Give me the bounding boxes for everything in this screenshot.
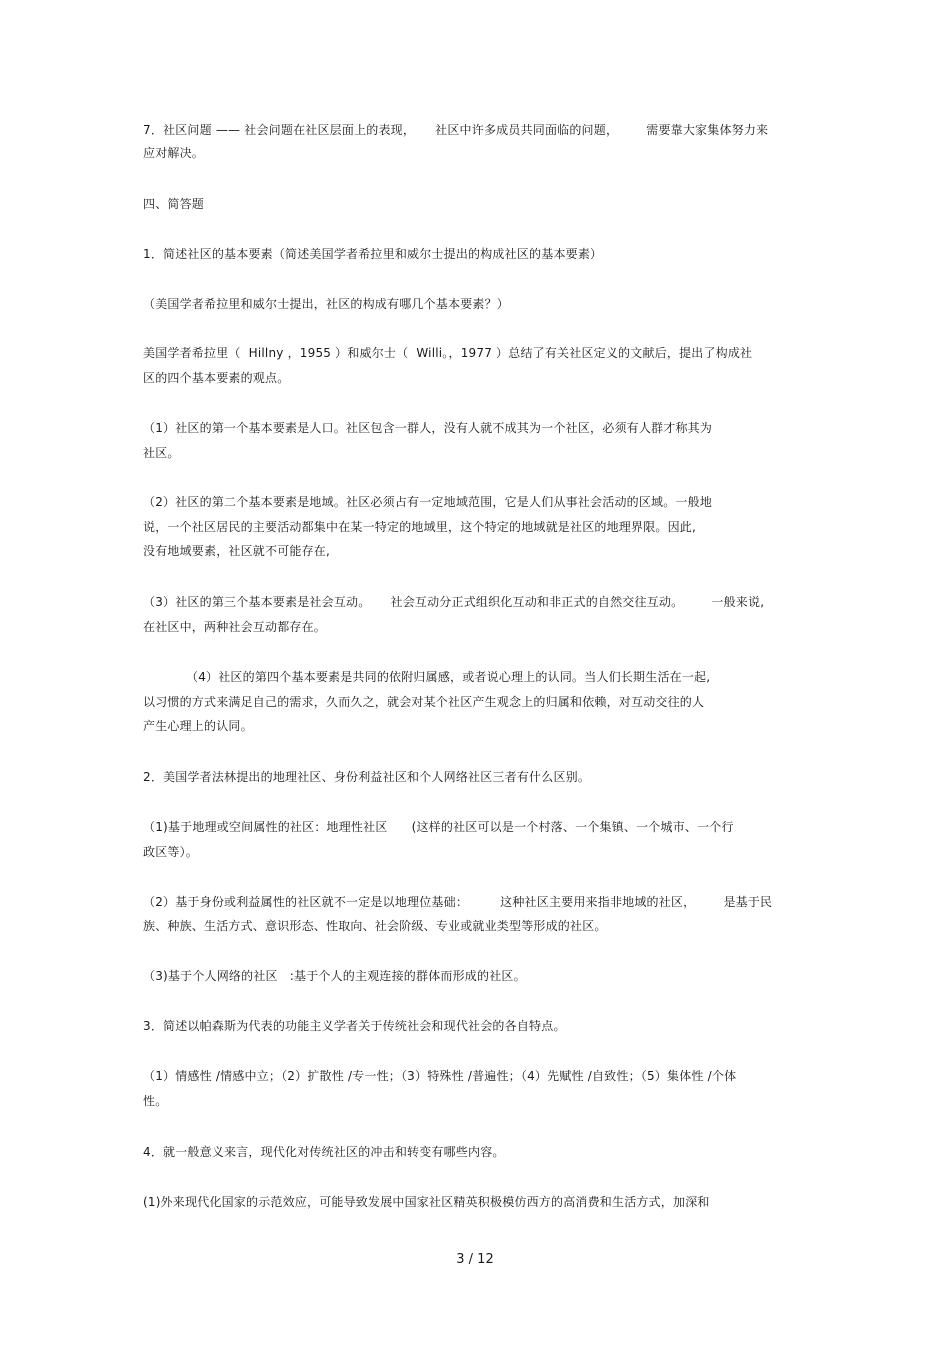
- question-heading: 1．简述社区的基本要素（简述美国学者希拉里和威尔士提出的构成社区的基本要素）: [143, 247, 603, 261]
- text-line: 性。: [143, 1094, 168, 1108]
- text-line: （2）社区的第二个基本要素是地域。社区必须占有一定地域范围，它是人们从事社会活动的区域。一般地: [143, 495, 713, 509]
- text-line: （3)基于个人网络的社区 :基于个人的主观连接的群体而形成的社区。: [143, 969, 526, 983]
- page-number: 3 / 12: [456, 1252, 494, 1267]
- text-line: 美国学者希拉里（ Hillny ，1955 ）和威尔士（ Willi。，1977 ）总结了有关社区定义的文献后，提出了构成社: [143, 346, 753, 360]
- text-line: 族、种族、生活方式、意识形态、性取向、社会阶级、专业或就业类型等形成的社区。: [143, 919, 607, 933]
- text-line: （1）社区的第一个基本要素是人口。社区包含一群人，没有人就不成其为一个社区，必须有人群才称其为: [143, 421, 713, 435]
- text-line: （1）情感性 /情感中立；（2）扩散性 /专一性；（3）特殊性 /普遍性；（4）先赋性 /自致性；（5）集体性 /个体: [143, 1069, 737, 1083]
- text-line: 说，一个社区居民的主要活动都集中在某一特定的地域里，这个特定的地域就是社区的地理界限。因此,: [143, 520, 697, 534]
- text-line: （3）社区的第三个基本要素是社会互动。 社会互动分正式组织化互动和非正式的自然交往互动。 一般来说,: [143, 595, 765, 609]
- text-line: 政区等）。: [143, 845, 199, 859]
- text-line: 产生心理上的认同。: [143, 719, 253, 733]
- question-heading: 3．简述以帕森斯为代表的功能主义学者关于传统社会和现代社会的各自特点。: [143, 1019, 566, 1033]
- text-line: 没有地域要素，社区就不可能存在,: [143, 544, 331, 558]
- text-line: （4）社区的第四个基本要素是共同的依附归属感，或者说心理上的认同。当人们长期生活在一起,: [186, 670, 711, 684]
- text-line: （美国学者希拉里和威尔士提出，社区的构成有哪几个基本要素？）: [143, 297, 510, 311]
- text-line: （2）基于身份或利益属性的社区就不一定是以地理位基础： 这种社区主要用来指非地域的社区， 是基于民: [143, 895, 773, 909]
- section-heading: 四、简答题: [143, 197, 205, 211]
- text-line: （1)基于地理或空间属性的社区：地理性社区 (这样的社区可以是一个村落、一个集镇、一个城市、一个行: [143, 820, 734, 834]
- text-line: 区的四个基本要素的观点。: [143, 371, 290, 385]
- text-line: 7．社区问题 —— 社会问题在社区层面上的表现， 社区中许多成员共同面临的问题， 需要靠大家集体努力来: [143, 123, 769, 137]
- question-heading: 2．美国学者法林提出的地理社区、身份利益社区和个人网络社区三者有什么区别。: [143, 770, 591, 784]
- text-line: 在社区中，两种社会互动都存在。: [143, 620, 327, 634]
- text-line: (1)外来现代化国家的示范效应，可能导致发展中国家社区精英积极模仿西方的高消费和生活方式，加深和: [143, 1195, 710, 1209]
- text-line: 以习惯的方式来满足自己的需求，久而久之，就会对某个社区产生观念上的归属和依赖，对互动交往的人: [143, 695, 705, 709]
- text-line: 社区。: [143, 446, 180, 460]
- text-line: 应对解决。: [143, 146, 205, 160]
- question-heading: 4．就一般意义来言，现代化对传统社区的冲击和转变有哪些内容。: [143, 1145, 505, 1159]
